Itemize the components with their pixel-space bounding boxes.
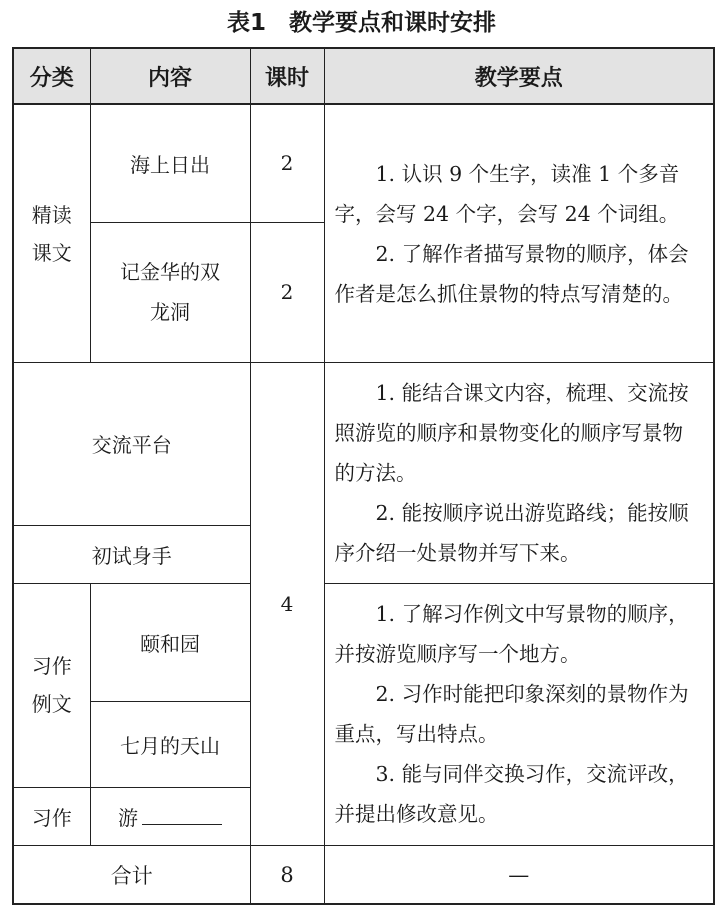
content-cell: 七月的天山 — [90, 701, 250, 787]
content-cell: 海上日出 — [90, 104, 250, 222]
content-cell: 记金华的双龙洞 — [90, 222, 250, 362]
hours-cell-shared: 4 — [250, 363, 324, 846]
content-platform: 交流平台 — [13, 363, 250, 525]
hours-cell: 2 — [250, 222, 324, 362]
header-points: 教学要点 — [324, 48, 714, 104]
total-label: 合计 — [13, 846, 250, 904]
header-hours: 课时 — [250, 48, 324, 104]
table-row — [13, 583, 714, 701]
point-text: 1. 了解习作例文中写景物的顺序，并按游览顺序写一个地方。 — [334, 602, 689, 667]
table-row — [13, 104, 714, 222]
total-points: — — [324, 846, 714, 904]
point-text: 3. 能与同伴交换习作，交流评改，并提出修改意见。 — [334, 762, 689, 827]
points-intensive-reading — [324, 104, 714, 363]
hours-cell: 2 — [250, 104, 324, 222]
total-hours: 8 — [250, 846, 324, 904]
point-text: 2. 能按顺序说出游览路线；能按顺序介绍一处景物并写下来。 — [334, 500, 689, 565]
category-writing: 习作 — [13, 788, 90, 846]
category-writing-examples: 习作例文 — [13, 583, 90, 787]
point-text: 2. 习作时能把印象深刻的景物作为重点，写出特点。 — [334, 682, 689, 747]
category-intensive-reading: 精读课文 — [13, 104, 90, 363]
point-text: 1. 认识 9 个生字，读准 1 个多音字，会写 24 个字，会写 24 个词组。 — [334, 161, 680, 226]
total-row — [13, 846, 714, 904]
header-row — [13, 48, 714, 104]
content-writing: 游 — [90, 788, 250, 846]
table-row — [13, 363, 714, 525]
points-writing — [324, 583, 714, 846]
point-text: 2. 了解作者描写景物的顺序，体会作者是怎么抓住景物的特点写清楚的。 — [334, 241, 689, 306]
lesson-plan-table — [12, 47, 715, 905]
table-title: 表1 教学要点和课时安排 — [226, 10, 496, 36]
point-text: 1. 能结合课文内容，梳理、交流按照游览的顺序和景物变化的顺序写景物的方法。 — [334, 380, 689, 485]
content-cell: 颐和园 — [90, 583, 250, 701]
content-trial: 初试身手 — [13, 525, 250, 583]
points-platform — [324, 363, 714, 584]
header-content: 内容 — [90, 48, 250, 104]
fill-in-blank — [142, 804, 222, 825]
header-category: 分类 — [13, 48, 90, 104]
